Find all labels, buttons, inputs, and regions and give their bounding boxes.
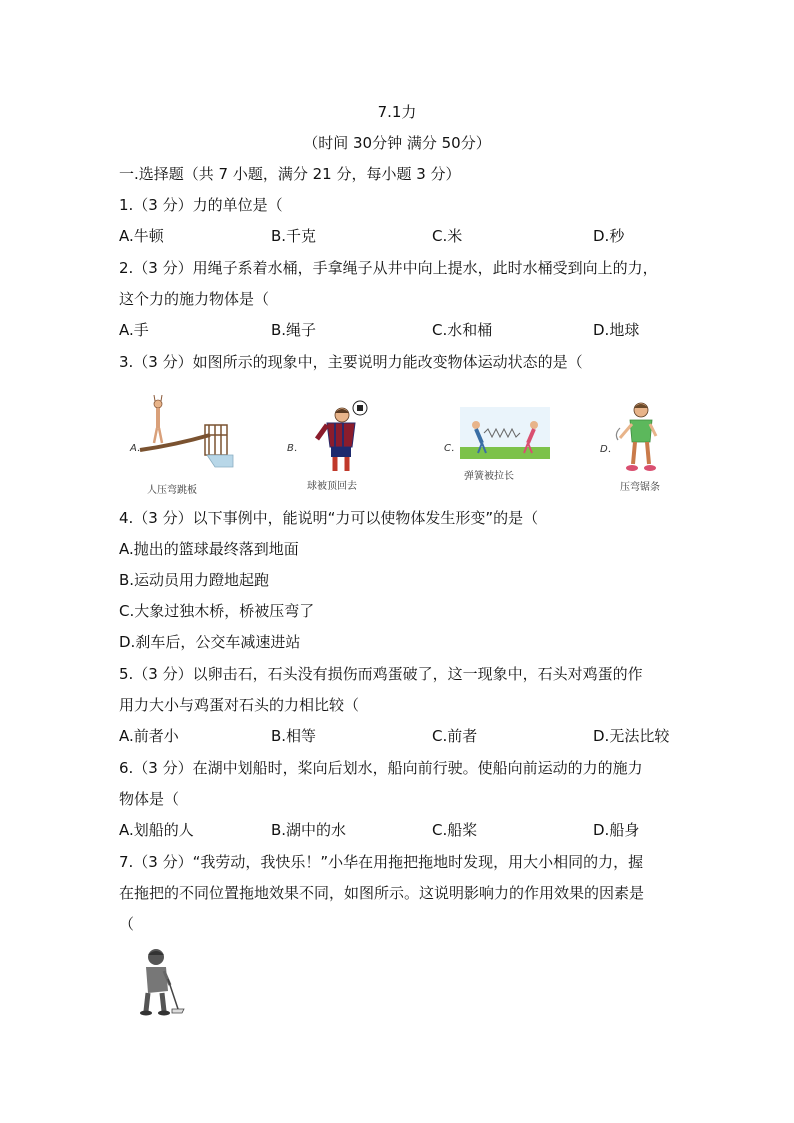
q6-option-b: B.湖中的水 xyxy=(271,821,347,839)
mopping-person-illustration xyxy=(134,945,189,1017)
figure-b-heading-ball xyxy=(285,395,395,495)
q4-option-b: B.运动员用力蹬地起跑 xyxy=(119,571,270,589)
q1-option-c: C.米 xyxy=(432,227,463,245)
figure-d-saw-blade xyxy=(596,398,696,493)
question-6-line-2: 物体是（ xyxy=(119,790,180,808)
q5-option-a: A.前者小 xyxy=(119,727,179,745)
figure-a-caption: 人压弯跳板 xyxy=(147,485,197,496)
question-5-line-2: 用力大小与鸡蛋对石头的力相比较（ xyxy=(119,696,360,714)
q2-option-b: B.绳子 xyxy=(271,321,317,339)
figure-c-spring xyxy=(440,405,560,485)
header-player-illustration xyxy=(285,395,395,475)
figure-b-caption: 球被顶回去 xyxy=(307,481,357,492)
q1-option-b: B.千克 xyxy=(271,227,317,245)
q4-option-a: A.抛出的篮球最终落到地面 xyxy=(119,540,299,558)
question-6-line-1: 6.（3 分）在湖中划船时，桨向后划水，船向前行驶。使船向前运动的力的施力 xyxy=(119,759,643,777)
q2-option-d: D.地球 xyxy=(593,321,640,339)
diving-board-illustration xyxy=(125,395,235,475)
page-subtitle: （时间 30分钟 满分 50分） xyxy=(303,134,491,152)
question-7-line-2: 在拖把的不同位置拖地效果不同，如图所示。这说明影响力的作用效果的因素是 xyxy=(119,884,645,902)
q4-option-c: C.大象过独木桥，桥被压弯了 xyxy=(119,602,315,620)
section-heading: 一.选择题（共 7 小题，满分 21 分，每小题 3 分） xyxy=(119,165,461,183)
figure-a-diving-board xyxy=(125,395,235,495)
page-title: 7.1力 xyxy=(377,103,417,121)
q1-option-a: A.牛顿 xyxy=(119,227,164,245)
q6-option-c: C.船桨 xyxy=(432,821,478,839)
figure-b-label: B． xyxy=(287,443,304,454)
q1-option-d: D.秒 xyxy=(593,227,625,245)
question-3: 3.（3 分）如图所示的现象中，主要说明力能改变物体运动状态的是（ xyxy=(119,353,583,371)
figure-a-label: A． xyxy=(130,443,147,454)
saw-blade-illustration xyxy=(596,398,696,476)
q6-option-d: D.船身 xyxy=(593,821,640,839)
question-7-line-3: （ xyxy=(119,915,135,933)
question-4: 4.（3 分）以下事例中，能说明“力可以使物体发生形变”的是（ xyxy=(119,509,539,527)
question-2-line-2: 这个力的施力物体是（ xyxy=(119,290,270,308)
figure-c-label: C． xyxy=(444,443,461,454)
question-2-line-1: 2.（3 分）用绳子系着水桶，手拿绳子从井中向上提水，此时水桶受到向上的力， xyxy=(119,259,658,277)
q5-option-d: D.无法比较 xyxy=(593,727,670,745)
figure-d-label: D． xyxy=(600,444,618,455)
question-1: 1.（3 分）力的单位是（ xyxy=(119,196,283,214)
spring-pull-illustration xyxy=(440,405,560,465)
q5-option-b: B.相等 xyxy=(271,727,317,745)
q2-option-a: A.手 xyxy=(119,321,149,339)
q2-option-c: C.水和桶 xyxy=(432,321,493,339)
figure-c-caption: 弹簧被拉长 xyxy=(464,471,514,482)
figure-d-caption: 压弯锯条 xyxy=(620,482,660,493)
question-7-line-1: 7.（3 分）“我劳动，我快乐！”小华在用拖把拖地时发现，用大小相同的力，握 xyxy=(119,853,644,871)
q6-option-a: A.划船的人 xyxy=(119,821,194,839)
q4-option-d: D.刹车后，公交车减速进站 xyxy=(119,633,301,651)
question-5-line-1: 5.（3 分）以卵击石，石头没有损伤而鸡蛋破了，这一现象中，石头对鸡蛋的作 xyxy=(119,665,643,683)
figure-mopping xyxy=(134,945,189,1017)
q5-option-c: C.前者 xyxy=(432,727,478,745)
